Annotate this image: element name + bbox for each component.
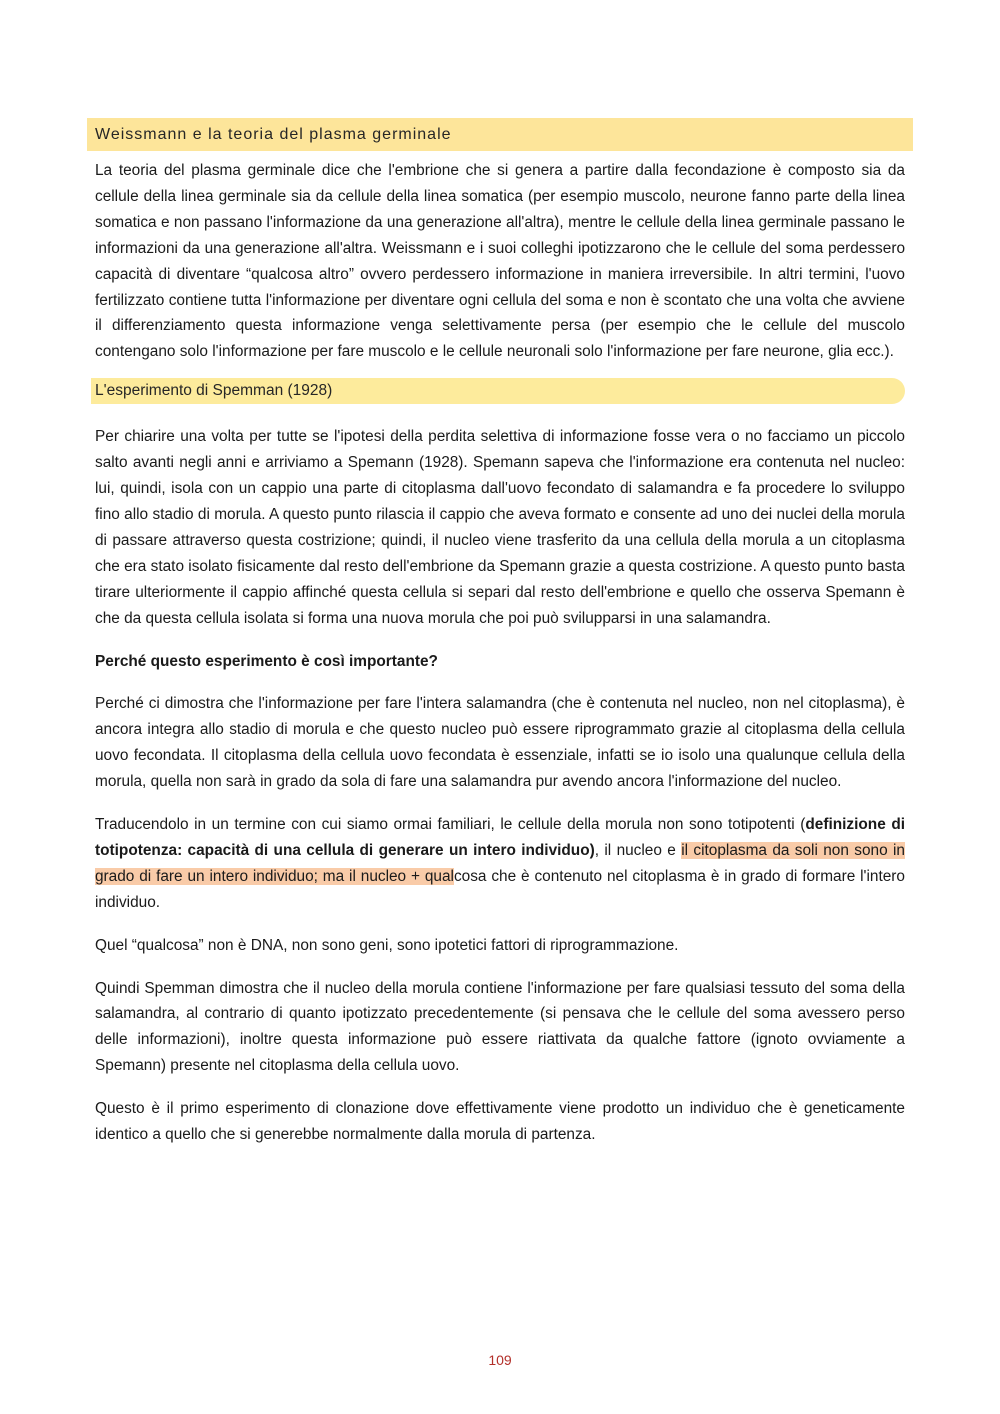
paragraph-weissmann-theory: La teoria del plasma germinale dice che l'embrione che si genera a partire dalla fecondazione è composto sia da cellule della linea germinale sia da cellule della linea somatica (per esempio muscolo, neurone fanno parte della linea somatica e non passano l'informazione da una generazione all'altra), mentre le cellule della linea germinale passano le informazioni da una generazione all'altra. Weissmann e i suoi colleghi ipotizzarono che le cellule del soma perdessero capacità di diventare “qualcosa altro” ovvero perdessero informazione in maniera irreversibile. In altri termini, l'uovo fertilizzato contiene tutta l'informazione per diventare ogni cellula del soma e non è scontato che una volta che avviene il differenziamento questa informazione venga selettivamente persa (per esempio che le cellule del muscolo contengano solo l'informazione per fare muscolo e le cellule neuronali solo l'informazione per fare neurone, glia ecc.). — [95, 162, 905, 361]
highlighted-text: il citoplasma da soli non sono in grado di fare un intero individuo; ma il nucleo + qual — [95, 841, 905, 885]
paragraph-conclusion: Quindi Spemman dimostra che il nucleo della morula contiene l'informazione per fare qualsiasi tessuto del soma della salamandra, al contrario di quanto ipotizzato precedentemente (si pensava che le cellule del soma avessero perso delle informazioni), inoltre questa informazione può essere riattivata da qualche fattore (ignoto ovviamente a Spemann) presente nel citoplasma della cellula uovo. — [95, 979, 905, 1075]
section-heading-weissmann: Weissmann e la teoria del plasma germinale — [87, 118, 913, 151]
section-heading-spemman: L'esperimento di Spemman (1928) — [91, 378, 905, 404]
paragraph-spemann-experiment: Per chiarire una volta per tutte se l'ipotesi della perdita selettiva di informazione fosse vera o no facciamo un piccolo salto avanti negli anni e arriviamo a Spemann (1928). Spemann sapeva che l'informazione era contenuta nel nucleo: lui, quindi, isola con un cappio una parte di citoplasma dall'uovo fecondato di salamandra e fa procedere lo sviluppo fino allo stadio di morula. A questo punto rilascia il cappio che aveva formato e consente ad uno dei nuclei della morula di passare attraverso questa costrizione; quindi, il nucleo viene trasferito da una cellula della morula a un citoplasma che era stato isolato fisicamente dal resto dell'embrione da Spemann grazie a questa costrizione. A questo punto basta tirare ulteriormente il cappio affinché questa cellula si separi dal resto dell'embrione e quello che osserva Spemann è che da questa cellula isolata si forma una nuova morula che poi può svilupparsi in una salamandra. — [95, 428, 905, 627]
text-span: Traducendolo in un termine con cui siamo ormai familiari, le cellule della morula non sono totipotenti ( — [95, 816, 806, 834]
paragraph-importance: Perché ci dimostra che l'informazione per fare l'intera salamandra (che è contenuta nel nucleo, non nel citoplasma), è ancora integra allo stadio di morula e che questo nucleo può essere riprogrammato grazie al citoplasma della cellula uovo fecondata. Il citoplasma della cellula uovo fecondata è essenziale, infatti se io isolo una qualunque cellula della morula, quella non sarà in grado da sola di fare una salamandra pur avendo ancora l'informazione del nucleo. — [95, 695, 905, 791]
paragraph-totipotency — [95, 812, 905, 916]
page-number: 109 — [488, 1352, 512, 1368]
subheading-importance: Perché questo esperimento è così importante? — [95, 652, 438, 670]
totipotency-definition: definizione di totipotenza: capacità di una cellula di generare un intero individuo) — [95, 816, 906, 859]
paragraph-cloning: Questo è il primo esperimento di clonazione dove effettivamente viene prodotto un individuo che è geneticamente identico a quello che si generebbe normalmente dalla morula di partenza. — [95, 1100, 905, 1144]
text-span: cosa che è contenuto nel citoplasma è in grado di formare l'intero individuo. — [95, 867, 905, 911]
document-page — [95, 118, 905, 1148]
paragraph-reprogramming-factors: Quel “qualcosa” non è DNA, non sono geni, sono ipotetici fattori di riprogrammazione. — [95, 936, 679, 954]
text-span: , il nucleo e — [594, 841, 682, 859]
